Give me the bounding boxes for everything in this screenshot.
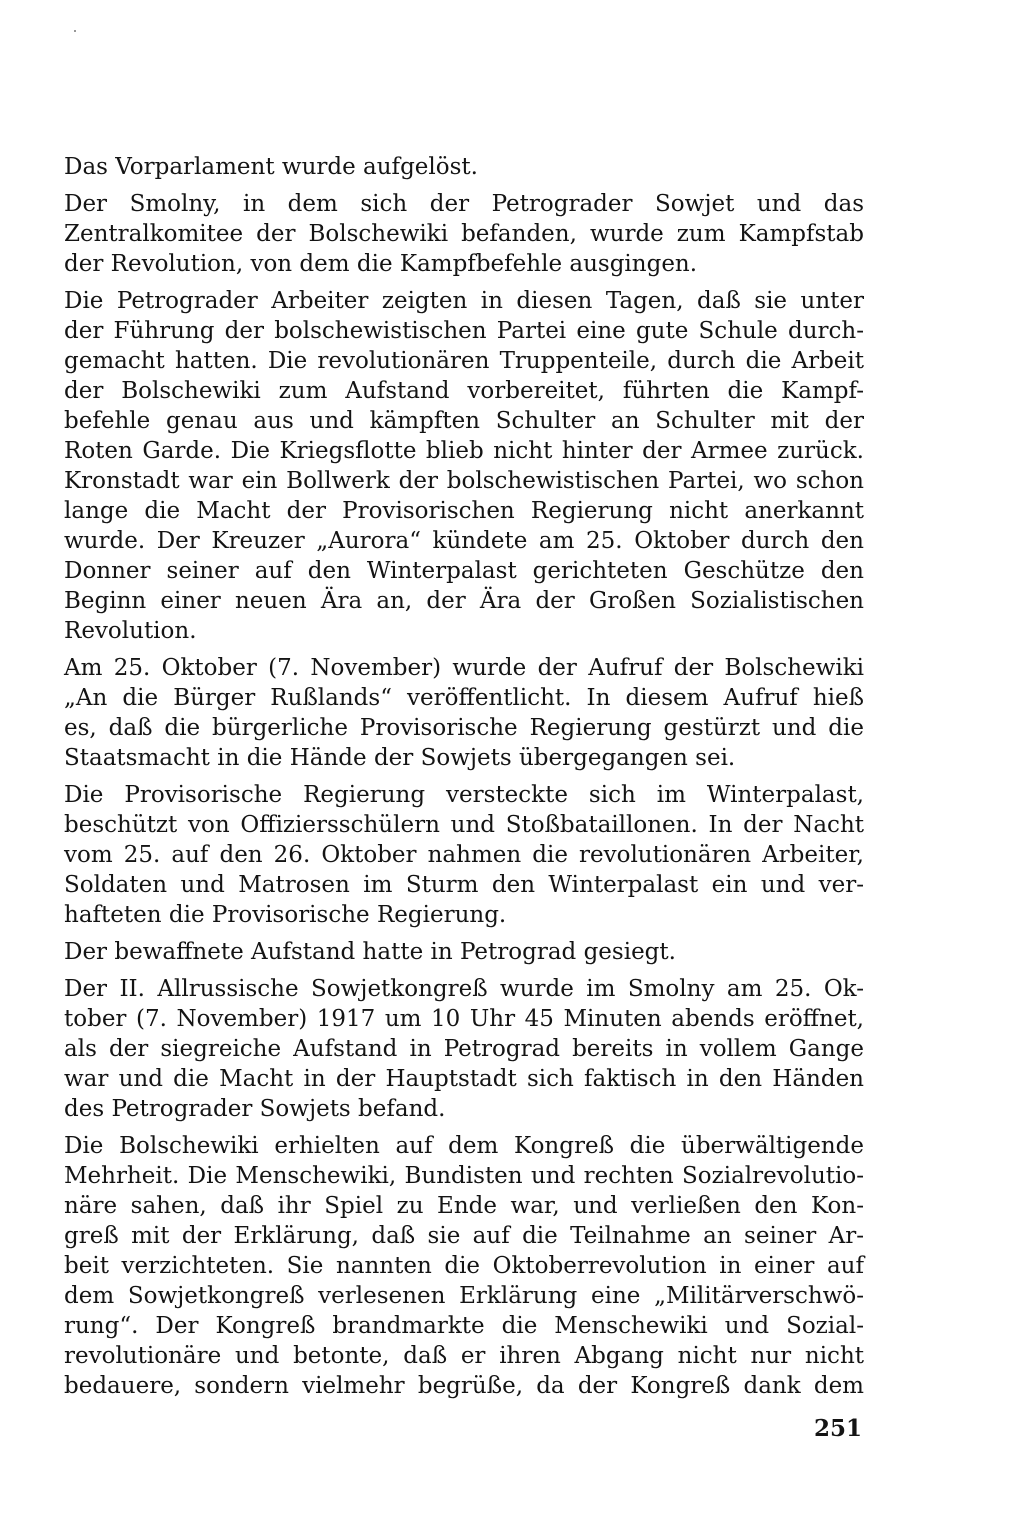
paragraph xyxy=(64,974,864,1124)
text-line: Der II. Allrussische Sowjetkongreß wurde im Smolny am 25. Ok- xyxy=(64,976,864,1002)
text-line: der Revolution, von dem die Kampfbefehle ausgingen. xyxy=(64,251,698,277)
paragraph xyxy=(64,1131,864,1401)
text-line: rung“. Der Kongreß brandmarkte die Menschewiki und Sozial- xyxy=(64,1313,864,1339)
paragraph xyxy=(64,780,864,930)
text-line: Beginn einer neuen Ära an, der Ära der Großen Sozialistischen xyxy=(64,588,864,614)
text-line: Revolution. xyxy=(64,618,197,644)
text-line: vom 25. auf den 26. Oktober nahmen die revolutionären Arbeiter, xyxy=(64,842,864,868)
text-line: greß mit der Erklärung, daß sie auf die Teilnahme an seiner Ar- xyxy=(64,1223,864,1249)
text-line: Der bewaffnete Aufstand hatte in Petrograd gesiegt. xyxy=(64,939,676,965)
text-line: war und die Macht in der Hauptstadt sich faktisch in den Händen xyxy=(64,1066,864,1092)
text-line: hafteten die Provisorische Regierung. xyxy=(64,902,507,928)
text-line: Das Vorparlament wurde aufgelöst. xyxy=(64,154,478,180)
text-line: Staatsmacht in die Hände der Sowjets übergegangen sei. xyxy=(64,745,736,771)
text-line: näre sahen, daß ihr Spiel zu Ende war, und verließen den Kon- xyxy=(64,1193,864,1219)
text-line: beschützt von Offiziersschülern und Stoßbataillonen. In der Nacht xyxy=(64,812,864,838)
text-line: der Führung der bolschewistischen Partei eine gute Schule durch- xyxy=(64,318,864,344)
paragraph xyxy=(64,286,864,646)
page-number: 251 xyxy=(813,1415,862,1442)
paragraph xyxy=(64,189,864,279)
text-line: „An die Bürger Rußlands“ veröffentlicht. In diesem Aufruf hieß xyxy=(64,685,864,711)
text-line: Zentralkomitee der Bolschewiki befanden, wurde zum Kampfstab xyxy=(64,221,864,247)
text-line: gemacht hatten. Die revolutionären Truppenteile, durch die Arbeit xyxy=(64,348,864,374)
text-line: Roten Garde. Die Kriegsflotte blieb nicht hinter der Armee zurück. xyxy=(64,438,864,464)
text-line: es, daß die bürgerliche Provisorische Regierung gestürzt und die xyxy=(64,715,864,741)
body-text xyxy=(64,152,864,1401)
text-line: lange die Macht der Provisorischen Regierung nicht anerkannt xyxy=(64,498,864,524)
scan-speck xyxy=(74,30,76,32)
text-line: der Bolschewiki zum Aufstand vorbereitet, führten die Kampf- xyxy=(64,378,864,404)
text-line: revolutionäre und betonte, daß er ihren Abgang nicht nur nicht xyxy=(64,1343,864,1369)
text-line: tober (7. November) 1917 um 10 Uhr 45 Minuten abends eröffnet, xyxy=(64,1006,864,1032)
text-line: Die Provisorische Regierung versteckte sich im Winterpalast, xyxy=(64,782,864,808)
paragraph xyxy=(64,937,864,967)
text-line: bedauere, sondern vielmehr begrüße, da der Kongreß dank dem xyxy=(64,1373,864,1399)
text-line: als der siegreiche Aufstand in Petrograd bereits in vollem Gange xyxy=(64,1036,864,1062)
text-line: Die Bolschewiki erhielten auf dem Kongreß die überwältigende xyxy=(64,1133,864,1159)
text-line: beit verzichteten. Sie nannten die Oktoberrevolution in einer auf xyxy=(64,1253,864,1279)
paragraph xyxy=(64,653,864,773)
text-line: dem Sowjetkongreß verlesenen Erklärung eine „Militärverschwö- xyxy=(64,1283,864,1309)
text-line: Der Smolny, in dem sich der Petrograder Sowjet und das xyxy=(64,191,864,217)
paragraph xyxy=(64,152,864,182)
text-line: Am 25. Oktober (7. November) wurde der Aufruf der Bolschewiki xyxy=(64,655,864,681)
text-line: Donner seiner auf den Winterpalast gerichteten Geschütze den xyxy=(64,558,864,584)
text-line: wurde. Der Kreuzer „Aurora“ kündete am 25. Oktober durch den xyxy=(64,528,864,554)
text-line: Kronstadt war ein Bollwerk der bolschewistischen Partei, wo schon xyxy=(64,468,864,494)
text-line: Soldaten und Matrosen im Sturm den Winterpalast ein und ver- xyxy=(64,872,864,898)
text-line: des Petrograder Sowjets befand. xyxy=(64,1096,446,1122)
text-line: befehle genau aus und kämpften Schulter an Schulter mit der xyxy=(64,408,864,434)
text-line: Mehrheit. Die Menschewiki, Bundisten und rechten Sozialrevolutio- xyxy=(64,1163,864,1189)
text-line: Die Petrograder Arbeiter zeigten in diesen Tagen, daß sie unter xyxy=(64,288,864,314)
